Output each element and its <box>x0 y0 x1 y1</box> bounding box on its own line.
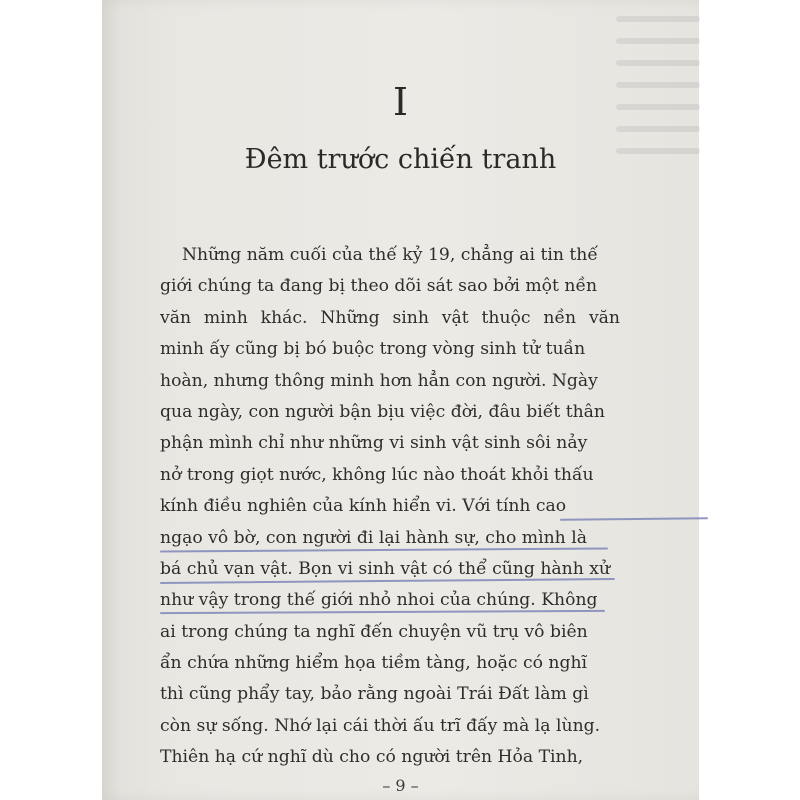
body-line: hoàn, nhưng thông minh hơn hẳn con người. Ngày <box>160 370 598 391</box>
body-line-underlined: ngạo vô bờ, con người đi lại hành sự, cho mình là <box>160 523 620 554</box>
body-line: văn minh khác. Những sinh vật thuộc nền văn <box>160 307 620 328</box>
body-line: giới chúng ta đang bị theo dõi sát sao bởi một nền <box>160 276 598 297</box>
body-line: phận mình chỉ như những vi sinh vật sinh sôi nảy <box>160 433 588 454</box>
body-line: Thiên hạ cứ nghĩ dù cho có người trên Hỏa Tinh, <box>160 747 584 768</box>
body-line-underlined: bá chủ vạn vật. Bọn vi sinh vật có thể cũng hành xử <box>160 554 620 585</box>
body-line: ai trong chúng ta nghĩ đến chuyện vũ trụ vô biên <box>160 621 588 642</box>
body-line: ẩn chứa những hiểm họa tiềm tàng, hoặc có nghĩ <box>160 653 588 674</box>
chapter-number: I <box>392 80 408 124</box>
page-number: – 9 – <box>382 776 419 795</box>
body-line-underlined: kính điều nghiên của kính hiển vi. Với tính cao <box>160 491 620 522</box>
body-line: nở trong giọt nước, không lúc nào thoát khỏi thấu <box>160 464 594 485</box>
body-line: còn sự sống. Nhớ lại cái thời ấu trĩ đấy mà lạ lùng. <box>160 715 601 736</box>
body-line-underlined: như vậy trong thế giới nhỏ nhoi của chúng. Không <box>160 585 620 616</box>
body-line: minh ấy cũng bị bó buộc trong vòng sinh tử tuần <box>160 339 586 360</box>
chapter-title: Đêm trước chiến tranh <box>244 144 557 175</box>
body-line: Những năm cuối của thế kỷ 19, chẳng ai tin thế <box>182 245 598 265</box>
chapter-body <box>160 240 620 774</box>
body-line: qua ngày, con người bận bịu việc đời, đâu biết thân <box>160 401 605 422</box>
body-line: thì cũng phẩy tay, bảo rằng ngoài Trái Đất làm gì <box>160 684 589 705</box>
